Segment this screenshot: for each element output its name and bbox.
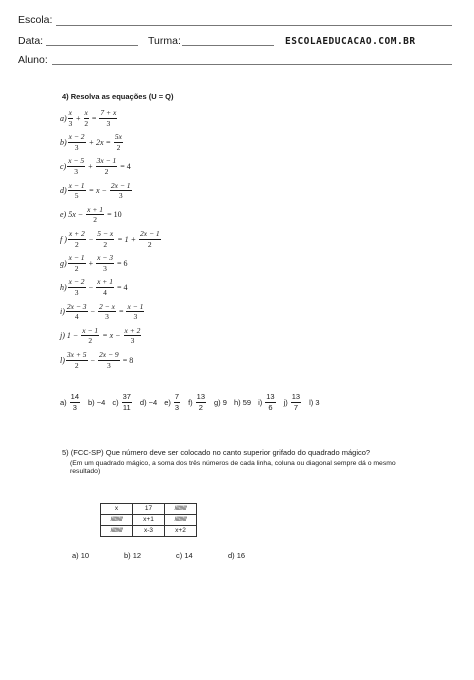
- answer-options: [72, 551, 280, 560]
- answer-item: [188, 393, 207, 411]
- equation-text: = 4: [120, 161, 131, 171]
- fraction: [68, 230, 86, 248]
- numerator: x + 1: [97, 277, 113, 287]
- fraction: [68, 278, 86, 296]
- school-label: Escola:: [18, 14, 53, 26]
- denominator: 3: [103, 263, 107, 273]
- equation-letter: h): [60, 282, 67, 292]
- answer-key: [60, 388, 327, 416]
- fraction: [126, 303, 144, 321]
- equation-4: [60, 179, 133, 203]
- equation-7: [60, 251, 129, 275]
- equation-9: [60, 300, 145, 324]
- numerator: x + 2: [68, 229, 85, 238]
- fraction: [98, 351, 120, 369]
- fraction: [68, 254, 86, 272]
- numerator: 7: [174, 392, 180, 401]
- equals-sign: =: [91, 113, 97, 123]
- operator: −: [88, 234, 94, 244]
- denominator: 3: [133, 312, 138, 322]
- fraction: [84, 109, 89, 127]
- option-a[interactable]: a) 10: [72, 551, 90, 560]
- equation-letter: f ): [60, 234, 67, 244]
- equation-text: = 8: [122, 355, 134, 365]
- equation-letter: j): [60, 331, 65, 341]
- answer-label: a): [60, 397, 67, 407]
- numerator: 2x − 1: [110, 180, 131, 190]
- numerator: 37: [122, 392, 131, 401]
- fraction: [86, 206, 104, 224]
- numerator: x − 1: [127, 301, 144, 311]
- fraction: [66, 351, 88, 369]
- numerator: x − 3: [97, 253, 113, 263]
- denominator: 2: [104, 166, 109, 176]
- numerator: 2x − 3: [66, 301, 87, 311]
- equation-5: [60, 203, 124, 227]
- equation-text: + 2x =: [88, 137, 111, 147]
- denominator: 2: [147, 239, 152, 249]
- date-label: Data:: [18, 35, 44, 47]
- denominator: 3: [105, 312, 109, 322]
- magic-cell-hatched: //////////: [101, 526, 133, 537]
- fraction: [96, 278, 114, 296]
- equation-10: [60, 324, 142, 348]
- equation-letter: g): [60, 258, 67, 268]
- fraction: [139, 230, 161, 248]
- denominator: 3: [106, 360, 111, 370]
- answer-label: f): [188, 397, 193, 407]
- question-4-title: 4) Resolva as equações (U = Q): [62, 92, 174, 101]
- denominator: 11: [122, 402, 131, 412]
- answer-item: [164, 393, 181, 411]
- answer-fraction: [70, 393, 80, 411]
- fraction: [98, 303, 116, 321]
- equation-text: = x −: [102, 331, 121, 341]
- student-label: Aluno:: [18, 54, 48, 66]
- equation-text: = 1 +: [117, 234, 136, 244]
- denominator: 2: [84, 118, 89, 128]
- magic-cell-hatched: //////////: [165, 504, 197, 515]
- date-field[interactable]: [46, 45, 138, 46]
- equation-letter: i): [60, 307, 65, 317]
- numerator: 5x: [114, 132, 123, 142]
- option-c[interactable]: c) 14: [176, 551, 193, 560]
- question-5-text: 5) (FCC-SP) Que número deve ser colocado no canto superior grifado do quadrado mágico?: [62, 448, 371, 457]
- numerator: x + 2: [124, 325, 141, 335]
- answer-label: l) 3: [309, 397, 320, 407]
- denominator: 3: [68, 118, 73, 128]
- answer-fraction: [291, 393, 301, 411]
- fraction: [66, 303, 88, 321]
- denominator: 2: [116, 142, 121, 152]
- equation-2: [60, 130, 124, 154]
- denominator: 3: [74, 142, 79, 152]
- equation-text: = 10: [107, 210, 122, 220]
- equation-letter: a): [60, 113, 67, 123]
- class-label: Turma:: [148, 35, 181, 47]
- numerator: 3x + 5: [66, 350, 87, 359]
- site-brand: ESCOLAEDUCACAO.COM.BR: [285, 36, 416, 47]
- equation-letter: c): [60, 161, 67, 171]
- magic-cell: x-3: [133, 526, 165, 537]
- denominator: 2: [88, 336, 93, 346]
- fraction: [96, 254, 114, 272]
- option-d[interactable]: d) 16: [228, 551, 246, 560]
- denominator: 4: [74, 312, 79, 322]
- fraction: [67, 157, 85, 175]
- fraction: [99, 109, 117, 127]
- numerator: x: [84, 108, 88, 117]
- denominator: 4: [103, 287, 107, 297]
- numerator: 14: [70, 392, 80, 401]
- denominator: 3: [130, 336, 135, 346]
- answer-fraction: [196, 393, 206, 411]
- fraction: [110, 182, 132, 200]
- numerator: x + 1: [87, 204, 104, 214]
- equation-text: = x −: [88, 186, 107, 196]
- equation-letter: b): [60, 137, 67, 147]
- denominator: 3: [118, 191, 123, 201]
- equation-letter: d): [60, 186, 67, 196]
- answer-fraction: [122, 393, 132, 411]
- answer-label: b) −4: [88, 397, 106, 407]
- denominator: 2: [93, 215, 97, 225]
- magic-square: [100, 503, 197, 537]
- answer-item: [258, 393, 277, 411]
- numerator: x − 2: [68, 277, 85, 287]
- numerator: 3x − 1: [96, 156, 117, 166]
- student-field[interactable]: [52, 64, 452, 65]
- fraction: [114, 133, 123, 151]
- answer-item: [214, 398, 227, 407]
- magic-cell: 17: [133, 504, 165, 515]
- numerator: x: [68, 108, 73, 117]
- answer-item: [140, 398, 157, 407]
- equation-11: [60, 348, 135, 372]
- numerator: 7 + x: [100, 108, 117, 117]
- fraction: [68, 182, 86, 200]
- denominator: 2: [74, 360, 79, 370]
- answer-label: j): [283, 397, 288, 407]
- operator: +: [76, 113, 81, 123]
- equation-6: [60, 227, 162, 251]
- equation-text: 5x −: [68, 210, 84, 220]
- fraction: [96, 230, 114, 248]
- denominator: 3: [174, 402, 180, 412]
- operator: −: [90, 355, 96, 365]
- answer-label: g) 9: [214, 397, 227, 407]
- answer-label: d) −4: [139, 397, 158, 407]
- denominator: 3: [106, 118, 111, 128]
- answer-label: i): [258, 397, 263, 407]
- numerator: 2 − x: [99, 301, 115, 311]
- numerator: 2x − 1: [139, 229, 160, 238]
- numerator: x − 1: [68, 253, 85, 263]
- numerator: 13: [196, 392, 206, 401]
- magic-cell: x+2: [165, 526, 197, 537]
- fraction: [81, 327, 99, 345]
- numerator: 13: [266, 392, 275, 401]
- numerator: x − 1: [82, 325, 99, 335]
- denominator: 5: [74, 191, 79, 201]
- denominator: 3: [74, 166, 79, 176]
- operator: +: [88, 258, 94, 268]
- class-field[interactable]: [182, 45, 274, 46]
- equals-sign: =: [118, 307, 124, 317]
- operator: −: [88, 282, 94, 292]
- denominator: 2: [74, 239, 79, 249]
- numerator: 13: [291, 392, 301, 401]
- equation-8: [60, 275, 129, 299]
- numerator: 5 − x: [97, 229, 114, 238]
- answer-fraction: [174, 393, 180, 411]
- school-field[interactable]: [56, 25, 452, 26]
- equation-letter: l): [60, 355, 65, 365]
- option-b[interactable]: b) 12: [124, 551, 142, 560]
- fraction: [68, 133, 86, 151]
- equation-text: = 6: [116, 258, 128, 268]
- denominator: 2: [198, 402, 203, 412]
- equation-text: = 4: [116, 282, 128, 292]
- magic-cell: x+1: [133, 515, 165, 526]
- denominator: 3: [74, 287, 79, 297]
- magic-cell-hatched: //////////: [101, 515, 133, 526]
- equation-1: [60, 106, 118, 130]
- numerator: x − 2: [68, 132, 85, 142]
- numerator: 2x − 9: [99, 350, 119, 359]
- answer-label: c): [112, 397, 119, 407]
- fraction: [68, 109, 73, 127]
- denominator: 6: [268, 402, 273, 412]
- equation-text: 1 −: [66, 331, 79, 341]
- question-5-note: (Em um quadrado mágico, a soma dos três números de cada linha, coluna ou diagonal sempre dá o mesmo resultado): [70, 460, 396, 476]
- answer-item: [284, 393, 303, 411]
- numerator: x − 1: [68, 180, 85, 190]
- equation-3: [60, 154, 133, 178]
- magic-cell: x: [101, 504, 133, 515]
- answer-item: [60, 393, 81, 411]
- denominator: 3: [72, 402, 77, 412]
- answer-item: [88, 398, 105, 407]
- equation-letter: e): [60, 210, 67, 220]
- fraction: [124, 327, 142, 345]
- answer-item: [309, 398, 319, 407]
- answer-fraction: [265, 393, 275, 411]
- denominator: 2: [103, 239, 108, 249]
- numerator: x − 5: [68, 156, 85, 166]
- answer-label: e): [164, 397, 171, 407]
- answer-label: h) 59: [233, 397, 252, 407]
- magic-cell-hatched: //////////: [165, 515, 197, 526]
- operator: −: [90, 307, 96, 317]
- answer-item: [234, 398, 251, 407]
- denominator: 2: [74, 263, 79, 273]
- operator: +: [88, 161, 93, 171]
- answer-item: [112, 393, 133, 411]
- fraction: [96, 157, 118, 175]
- denominator: 7: [293, 402, 298, 412]
